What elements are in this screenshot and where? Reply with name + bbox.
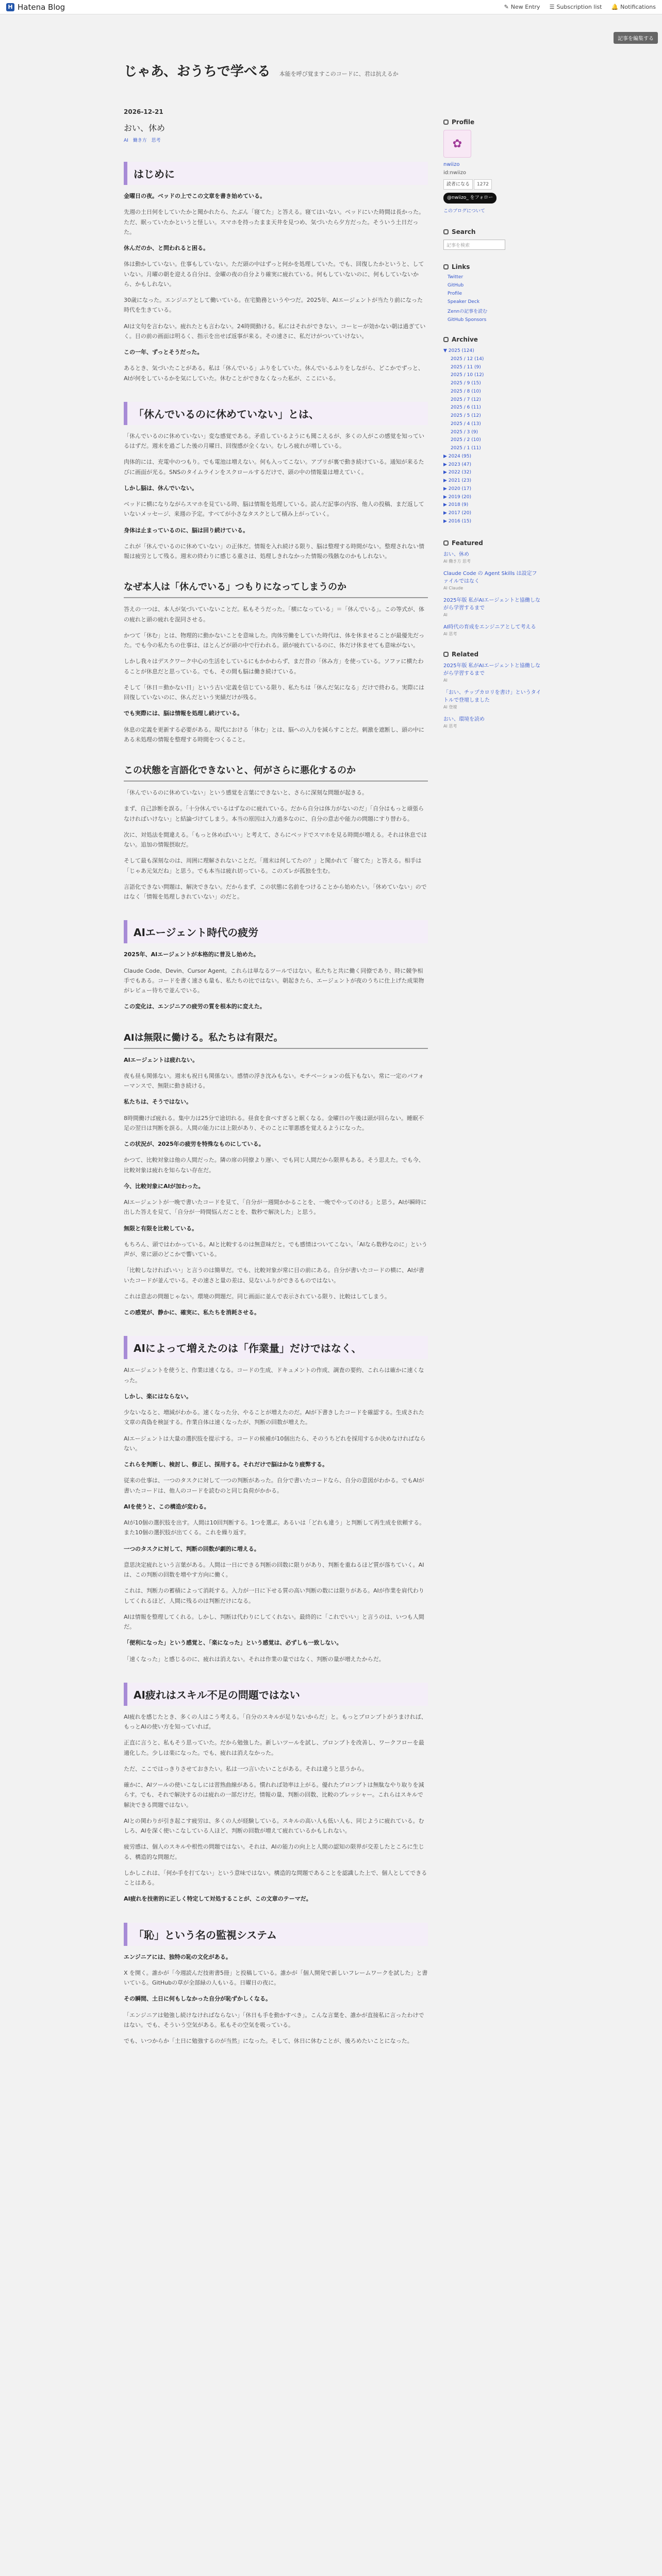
top-navigation-bar [0, 0, 662, 14]
paragraph: AI疲れを技術的に正しく特定して対処することが、この文章のテーマだ。 [124, 1895, 312, 1903]
article-section [124, 1683, 428, 1904]
paragraph: 確かに、AIツールの使いこなしには習熟曲線がある。慣れれば効率は上がる。優れたプロンプトは無駄なやり取りを減らす。でも、それで解決するのは疲れの一部だけだ。情報の量、判断の回数、比較のプレッシャー。これらはスキルで解決できる問題ではない。 [124, 1782, 424, 1808]
featured-entry[interactable] [443, 623, 541, 637]
archive-module [443, 336, 541, 526]
featured-entry-category: AI 働き方 思考 [443, 558, 471, 564]
sidebar-link[interactable]: Speaker Deck [448, 299, 480, 305]
blog-header [124, 61, 536, 80]
related-entry-category: AI 登壇 [443, 704, 457, 709]
featured-entry-title[interactable]: Claude Code の Agent Skills は設定ファイルではなく [443, 570, 537, 584]
paragraph: 身体は止まっているのに、脳は回り続けている。 [124, 527, 249, 534]
featured-list [443, 551, 541, 637]
paragraph: AIは情報を整理してくれる。しかし、判断は代わりにしてくれない。最終的に「これでいい」と言うのは、いつも人間だ。 [124, 1613, 424, 1630]
paragraph: そして「休日＝動かない日」という古い定義を信じている限り、私たちは「休んだ気になる」だけで終わる。実際には回復していないのに、休んだという実績だけが残る。 [124, 684, 424, 701]
x-follow-button[interactable]: @nwiizo_ をフォロー [443, 193, 496, 203]
links-list [443, 275, 541, 323]
section-heading: AIによって増えたのは「作業量」だけではなく、 [124, 1336, 428, 1359]
paragraph: AIとの関わりが引き起こす疲労は、多くの人が経験している。スキルの高い人も低い人も、同じように疲れている。むしろ、AIを深く使いこなしている人ほど、判断の回数が増えて疲れているかもしれない。 [124, 1817, 424, 1834]
archive-year[interactable]: ▶ 2024 (95) [443, 453, 472, 459]
article-body [124, 162, 428, 2046]
paragraph: 私たちは、そうではない。 [124, 1098, 192, 1106]
module-heading: Archive [443, 336, 541, 343]
featured-entry[interactable] [443, 597, 541, 618]
section-heading: 「恥」という名の監視システム [124, 1923, 428, 1946]
about-blog-link[interactable]: このブログについて [443, 208, 485, 214]
paragraph: しかしこれは、「何か手を打てない」という意味ではない。構造的な問題であることを認識した上で、個人としてできることはある。 [124, 1869, 427, 1886]
paragraph: この一年、ずっとそうだった。 [124, 349, 203, 355]
paragraph: これは意志の問題じゃない。環境の問題だ。同じ画面に並んで表示されている限り、比較はしてしまう。 [124, 1293, 390, 1300]
archive-month[interactable]: 2025 / 3 (9) [451, 429, 478, 435]
square-icon [443, 120, 449, 125]
featured-entry-title[interactable]: 2025年版 私がAIエージェントと協働しながら学習するまで [443, 597, 541, 611]
sidebar-link[interactable]: GitHub [448, 283, 464, 289]
hatena-logo-icon: H [6, 3, 14, 11]
notifications-link[interactable]: 🔔 Notifications [611, 4, 656, 10]
archive-year[interactable]: ▶ 2019 (20) [443, 494, 472, 500]
paragraph: 30歳になった。エンジニアとして働いている。在宅勤務というやつだ。2025年、AIエージェントが当たり前になった時代を生きている。 [124, 297, 423, 314]
paragraph: 「比較しなければいい」と言うのは簡単だ。でも、比較対象が常に目の前にある。自分が書いたコードの横に、AIが書いたコードが並んでいる。その速さと量の差は、見ないふりができるものではない。 [124, 1267, 424, 1284]
list-icon: ☰ [549, 4, 555, 10]
paragraph: 意思決定疲れという言葉がある。人間は一日にできる判断の回数に限りがあり、判断を重ねるほど質が落ちていく。AIは、この判断の回数を増やす方向に働く。 [124, 1561, 424, 1578]
module-heading: Featured [443, 539, 541, 547]
section-heading: はじめに [124, 162, 428, 185]
archive-year[interactable]: ▶ 2023 (47) [443, 462, 472, 467]
paragraph: 「エンジニアは勉強し続けなければならない」「休日も手を動かすべき」。こんな言葉を、誰かが直接私に言ったわけではない。でも、そういう空気がある。私もその空気を吸っている。 [124, 2011, 424, 2028]
paragraph: ただ、ここではっきりさせておきたい。私は一つ言いたいことがある。それは違うと思うから。 [124, 1765, 368, 1772]
article-section [124, 402, 428, 562]
featured-entry[interactable] [443, 570, 541, 591]
section-heading: AIエージェント時代の疲労 [124, 920, 428, 943]
paragraph: まず、自己診断を誤る。「十分休んでいるはずなのに疲れている。だから自分は体力がないのだ」「自分はもっと頑張らなければいけない」と結論づけてしまう。本当の原因は入力過多なのに、自分の意志や能力の問題にすり替わる。 [124, 805, 424, 822]
paragraph: 一つのタスクに対して、判断の回数が劇的に増える。 [124, 1545, 260, 1552]
paragraph: 従来の仕事は、一つのタスクに対して一つの判断があった。自分で書いたコードなら、自分の意図がわかる。でもAIが書いたコードは、他人のコードを読むのと同じ負荷がかかる。 [124, 1477, 424, 1494]
related-list [443, 662, 541, 730]
archive-month[interactable]: 2025 / 8 (10) [451, 388, 481, 394]
related-entry[interactable] [443, 716, 541, 730]
paragraph: AI疲れを感じたとき、多くの人はこう考える。「自分のスキルが足りないからだ」と。もっとプロンプトがうまければ、もっとAIの使い方を知っていれば。 [124, 1713, 427, 1730]
paragraph: 「速くなった」と感じるのに、疲れは消えない。それは作業の量ではなく、判断の量が増えたからだ。 [124, 1655, 385, 1663]
subscriber-count: 1272 [474, 179, 492, 190]
subscription-list-link[interactable]: ☰ Subscription list [549, 4, 602, 10]
paragraph: これが「休んでいるのに休めていない」の正体だ。情報を入れ続ける限り、脳は整理する時間がない。整理されない情報は疲労として残る。週末の終わりに感じる重さは、処理しきれなかった情報の残骸なのかもしれない。 [124, 543, 424, 560]
paragraph: AIが10個の選択肢を出す。人間は10回判断する。1つを選ぶ。あるいは「どれも違う」と判断して再生成を依頼する。また10個の選択肢が出てくる。これを繰り返す。 [124, 1519, 425, 1536]
module-heading: Related [443, 651, 541, 658]
paragraph: 無限と有限を比較している。 [124, 1225, 197, 1232]
category-link[interactable]: 働き方 [133, 138, 147, 143]
pencil-icon: ✎ [504, 4, 509, 10]
section-heading: この状態を言語化できないと、何がさらに悪化するのか [124, 763, 428, 782]
archive-month[interactable]: 2025 / 1 (11) [451, 446, 481, 451]
paragraph: 「休んでいるのに休めていない」という感覚を言葉にできないと、さらに深刻な問題が起きる。 [124, 789, 368, 796]
paragraph: かつて「休む」とは、物理的に動かないことを意味した。肉体労働をしていた時代は、体を休ませることが最優先だった。でも今の私たちの仕事は、ほとんどが頭の中で行われる。頭が疲れているのに、体だけ休ませても意味がない。 [124, 632, 424, 649]
related-entry-category: AI [443, 677, 448, 683]
search-module [443, 228, 541, 250]
featured-entry-title[interactable]: AI時代の育成をエンジニアとして考える [443, 624, 536, 630]
section-heading: AIは無限に働ける。私たちは有限だ。 [124, 1030, 428, 1049]
paragraph: その瞬間、土日に何もしなかった自分が恥ずかしくなる。 [124, 1995, 271, 2003]
paragraph: かつて、比較対象は他の人間だった。隣の席の同僚より遅い、でも同じ人間だから限界もある。そう思えた。でも今、比較対象は疲れを知らない存在だ。 [124, 1157, 424, 1174]
paragraph: 夜も昼も関係ない。週末も祝日も関係ない。感情の浮き沈みもない。モチベーションの低下もない。常に一定のパフォーマンスで、無限に動き続ける。 [124, 1072, 424, 1089]
blog-title[interactable]: じゃあ、おうちで学べる [124, 64, 271, 79]
paragraph: もちろん、頭ではわかっている。AIと比較するのは無意味だと。でも感情はついてこない。「AIなら数秒なのに」という声が、常に頭のどこかで響いている。 [124, 1241, 427, 1258]
featured-entry-category: AI [443, 612, 448, 617]
post-title[interactable]: おい、休め [124, 123, 166, 133]
section-heading: AI疲れはスキル不足の問題ではない [124, 1683, 428, 1706]
paragraph: この感覚が、静かに、確実に、私たちを消耗させる。 [124, 1309, 260, 1316]
sidebar [443, 118, 541, 743]
paragraph: 休息の定義を更新する必要がある。現代における「休む」とは、脳への入力を減らすことだ。刺激を遮断し、頭の中にある未処理の情報を整理する時間をつくること。 [124, 726, 424, 743]
paragraph: 正直に言うと、私もそう思っていた。だから勉強した。新しいツールを試し、プロンプトを改善し、ワークフローを最適化した。少しは楽になった。でも、疲れは消えなかった。 [124, 1739, 424, 1756]
paragraph: そして最も深刻なのは、周囲に理解されないことだ。「週末は何してたの？」と聞かれて「寝てた」と答える。相手は「じゃあ元気だね」と思う。でも本当は疲れ切っている。このズレが孤独を生む。 [124, 857, 422, 874]
paragraph: 「便利になった」という感覚と、「楽になった」という感覚は、必ずしも一致しない。 [124, 1639, 342, 1647]
module-heading: Profile [443, 118, 541, 126]
paragraph: AIを使うと、この構造が変わる。 [124, 1503, 210, 1510]
paragraph: これは、判断力の蓄積によって消耗する。入力が一日に下せる質の高い判断の数には限りがある。AIが作業を肩代わりしてくれるほど、人間に残るのは判断だけになる。 [124, 1587, 424, 1604]
article-section [124, 763, 428, 902]
featured-entry-category: AI Claude [443, 585, 464, 590]
paragraph: AIエージェントは疲れない。 [124, 1056, 198, 1063]
archive-year[interactable]: ▶ 2018 (9) [443, 502, 469, 508]
related-entry-title[interactable]: 2025年版 私がAIエージェントと協働しながら学習するまで [443, 663, 541, 676]
related-entry[interactable] [443, 689, 541, 710]
user-handle: id:nwiizo [443, 170, 466, 176]
paragraph: X を開く。誰かが「今週読んだ技術書5冊」と投稿している。誰かが「個人開発で新しいフレームワークを試した」と書いている。GitHubの草が全部緑の人もいる。日曜日の夜に。 [124, 1969, 428, 1986]
paragraph: 8時間働けば疲れる。集中力は25分で途切れる。昼食を食べすぎると眠くなる。金曜日の午後は頭が回らない。睡眠不足の翌日は判断を誤る。人間の能力には上限があり、そのことに罪悪感を覚えるようになった。 [124, 1114, 424, 1131]
paragraph: 「休んでいるのに休めていない」変な感覚である。矛盾しているようにも聞こえるが、多くの人がこの感覚を知っているはずだ。週末を過ごした後の月曜日、回復感が全くない。むしろ疲れが増している。 [124, 432, 424, 449]
bell-icon: 🔔 [611, 4, 619, 10]
paragraph: この状況が、2025年の疲労を特殊なものにしている。 [124, 1141, 264, 1147]
square-icon [443, 652, 449, 657]
related-entry[interactable] [443, 662, 541, 684]
archive-month[interactable]: 2025 / 6 (11) [451, 405, 481, 411]
paragraph: 少ないなると、増減がわかる。速くなった分、やることが増えたのだ。AIが下書きしたコードを確認する。生成された文章の真偽を検証する。作業自体は速くなったが、判断の回数が増えた。 [124, 1409, 424, 1426]
related-module [443, 651, 541, 730]
paragraph: 疲労感は、個人のスキルや根性の問題ではない。それは、AIの能力の向上と人間の認知の限界が交差したところに生じる、構造的な問題だ。 [124, 1843, 424, 1860]
hatena-blog-logo[interactable] [6, 3, 65, 12]
category-link[interactable]: AI [124, 138, 128, 143]
module-heading: Search [443, 228, 541, 235]
brand-name: Hatena Blog [18, 2, 65, 12]
article-section [124, 162, 428, 383]
paragraph: AIエージェントを使うと、作業は速くなる。コードの生成、ドキュメントの作成、調査の要約、これらは確かに速くなった。 [124, 1367, 424, 1384]
featured-entry-title[interactable]: おい、休め [443, 551, 469, 557]
archive-month[interactable]: 2025 / 2 (10) [451, 437, 481, 443]
paragraph: でも実際には、脳は情報を処理し続けている。 [124, 710, 243, 717]
paragraph: でも、いつからか「土日に勉強するのが当然」になった。そして、休日に休むことが、後ろめたいことになった。 [124, 2038, 413, 2044]
links-module [443, 263, 541, 323]
user-id[interactable]: nwiizo [443, 162, 460, 167]
paragraph: しかし我々はデスクワーク中心の生活をしているにもかかわらず、まだ昔の「休み方」を使っている。ソファに横たわることが休息だと思っている。でも、その間も脳は働き続けている。 [124, 658, 424, 675]
paragraph: 言語化できない問題は、解決できない。だからまず、この状態に名前をつけることから始めたい。「休めていない」のではなく「情報を処理しきれていない」のだと。 [124, 883, 427, 900]
sidebar-link[interactable]: GitHub Sponsors [448, 317, 487, 323]
new-entry-link[interactable]: ✎ New Entry [504, 4, 540, 10]
paragraph: この変化は、エンジニアの疲労の質を根本的に変えた。 [124, 1003, 266, 1010]
paragraph: AIエージェントが一晩で書いたコードを見て、「自分が一週間かかることを、一晩でやってのける」と思う。AIが瞬時に出した答えを見て、「自分が一時間悩んだことを、数秒で解決した」と思う。 [124, 1199, 427, 1216]
archive-year[interactable]: ▶ 2016 (15) [443, 518, 472, 524]
subscribe-button[interactable]: 読者になる [443, 179, 473, 190]
archive-month[interactable]: 2025 / 9 (15) [451, 381, 481, 386]
archive-month[interactable]: 2025 / 10 (12) [451, 372, 484, 378]
archive-year[interactable]: ▶ 2020 (17) [443, 486, 472, 492]
archive-year[interactable]: ▶ 2021 (23) [443, 478, 472, 484]
square-icon [443, 264, 449, 269]
square-icon [443, 337, 449, 342]
paragraph: あるとき、気づいたことがある。私は「休んでいる」ふりをしていた。休んでいるふりをしながら、どこかでずっと、AIが何をしているかを気にしていた。休むことができなくなった私が、ここにいる。 [124, 365, 424, 382]
archive-month[interactable]: 2025 / 5 (12) [451, 413, 481, 419]
section-heading: なぜ本人は「休んでいる」つもりになってしまうのか [124, 580, 428, 598]
archive-list [443, 347, 541, 526]
featured-module [443, 539, 541, 637]
search-input[interactable]: 記事を検索 [443, 240, 505, 250]
square-icon [443, 540, 449, 546]
paragraph: 2025年、AIエージェントが本格的に普及し始めた。 [124, 951, 259, 958]
paragraph: 答えの一つは、本人が気づいていないことだ。私もそうだった。「横になっている」＝「休んでいる」。この等式が、体の疲れと頭の疲れを混同させる。 [124, 606, 424, 623]
edit-post-button[interactable]: 記事を編集する [614, 32, 658, 44]
section-heading: 「休んでいるのに休めていない」とは、 [124, 402, 428, 425]
paragraph: しかし脳は、休んでいない。 [124, 484, 197, 492]
archive-month[interactable]: 2025 / 12 (14) [451, 356, 484, 362]
module-heading: Links [443, 263, 541, 270]
archive-month[interactable]: 2025 / 7 (12) [451, 397, 481, 402]
related-entry-title[interactable]: おい、環境を読め [443, 716, 485, 722]
article-main [124, 108, 428, 2046]
square-icon [443, 229, 449, 234]
paragraph: ベッドに横になりながらスマホを見ている時、脳は情報を処理している。読んだ記事の内容、他人の投稿、まだ返していないメッセージ、来週の予定。すべてが小さなタスクとして積み上がっていく。 [124, 501, 424, 518]
paragraph: Claude Code、Devin、Cursor Agent。これらは単なるツールではない。私たちと共に働く同僚であり、時に競争相手でもある。コードを書く速さも量も、私たちの比ではない。朝起きたら、エージェントが夜のうちに仕上げた成果物がレビュー待ちで並んでいる。 [124, 967, 424, 994]
sidebar-link[interactable]: Twitter [448, 275, 464, 280]
category-link[interactable]: 思考 [151, 138, 161, 143]
article-section [124, 580, 428, 744]
sidebar-link[interactable]: Profile [448, 291, 462, 297]
archive-year[interactable]: ▶ 2022 (32) [443, 470, 472, 476]
paragraph: 先週の土日何をしていたかと聞かれたら、たぶん「寝てた」と答える。寝てはいない。ベッドにいた時間は長かった。ただ、眠っていたかというと怪しい。スマホを持ったまま天井を見つめ、気づいたら夕方だった。そういう土日だった。 [124, 209, 424, 235]
article-section [124, 1923, 428, 2046]
paragraph: 金曜日の夜。ベッドの上でこの文章を書き始めている。 [124, 193, 266, 199]
related-entry-category: AI 思考 [443, 723, 457, 728]
article-section [124, 920, 428, 1011]
archive-month[interactable]: 2025 / 11 (9) [451, 364, 481, 370]
profile-module [443, 118, 541, 215]
paragraph: 体は動かしていない。仕事もしていない。ただ頭の中はずっと何かを処理していた。でも、回復したかというと、していない。月曜の朝を迎える自分は、金曜の夜の自分より確実に疲れている。何もしていないのに、何もしていないから、かもしれない。 [124, 261, 424, 287]
paragraph: AIは文句を言わない。疲れたとも言わない。24時間動ける。私にはそれができない。コーヒーが効かない朝は過ぎていく。目の前の画面は明るく、指示を出せば返事が来る。その速さに、私だけがついていけない。 [124, 323, 426, 340]
archive-month[interactable]: 2025 / 4 (13) [451, 421, 481, 427]
featured-entry[interactable] [443, 551, 541, 565]
archive-year[interactable]: ▼ 2025 (124) [443, 348, 474, 354]
paragraph: AIエージェントは大量の選択肢を提示する。コードの候補が10個出たら、そのうちどれを採用するか決めなければならない。 [124, 1435, 426, 1452]
paragraph: これらを判断し、検討し、修正し、採用する。それだけで脳はかなり疲弊する。 [124, 1461, 328, 1468]
post-categories [124, 137, 428, 143]
related-entry-title[interactable]: 「おい、チップカロリを書け」というタイトルで登壇しました [443, 689, 541, 703]
paragraph: エンジニアには、独特の恥の文化がある。 [124, 1953, 231, 1960]
blog-subtitle: 本能を呼び覚ますこのコードに、君は抗えるか [279, 71, 399, 77]
article-section [124, 1336, 428, 1664]
post-date[interactable]: 2026-12-21 [124, 108, 163, 115]
paragraph: 肉体的には、充電中のつもり。でも電池は増えない。何も入ってこない。アプリが裏で動き続けている。通知が来るたびに画面が光る。SNSのタイムラインをスクロールするだけで、頭の中の情報量は増えていく。 [124, 459, 424, 476]
paragraph: しかし、楽にはならない。 [124, 1393, 192, 1400]
article-section [124, 1030, 428, 1318]
avatar[interactable]: ✿ [443, 130, 471, 158]
paragraph: 休んだのか、と問われると困る。 [124, 245, 209, 251]
archive-year[interactable]: ▶ 2017 (20) [443, 511, 472, 516]
sidebar-link[interactable]: Zennの記事を読む [448, 309, 488, 315]
paragraph: 今、比較対象にAIが加わった。 [124, 1182, 204, 1190]
paragraph: 次に、対処法を間違える。「もっと休めばいい」と考えて、さらにベッドでスマホを見る時間が増える。それは休息ではない。追加の情報摂取だ。 [124, 831, 427, 848]
featured-entry-category: AI 思考 [443, 631, 457, 636]
